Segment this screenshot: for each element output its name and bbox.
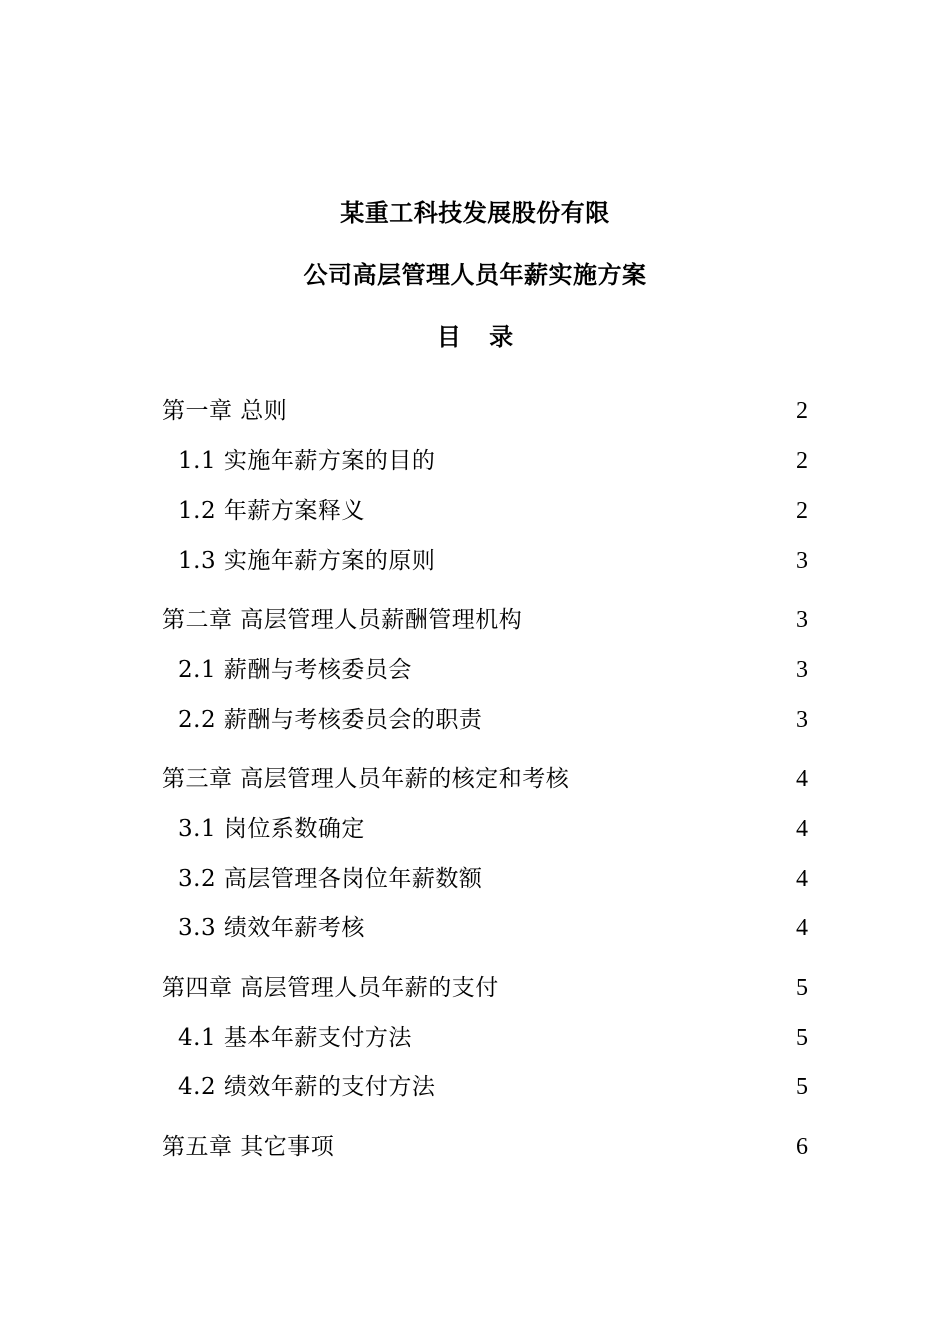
- toc-entry-label: 1.2 年薪方案释义: [178, 498, 365, 524]
- toc-entry-3-1[interactable]: [162, 813, 808, 845]
- toc-entry-page: 4: [796, 866, 808, 892]
- toc-entry-1-3[interactable]: [162, 545, 808, 577]
- toc-entry-4-2[interactable]: [162, 1071, 808, 1103]
- table-of-contents: [162, 0, 808, 1344]
- toc-entry-page: 5: [796, 975, 808, 1001]
- toc-entry-page: 4: [796, 816, 808, 842]
- toc-entry-3-2[interactable]: [162, 863, 808, 895]
- toc-entry-page: 6: [796, 1134, 808, 1160]
- toc-entry-label: 4.2 绩效年薪的支付方法: [178, 1074, 436, 1100]
- toc-entry-label: 2.1 薪酬与考核委员会: [178, 657, 412, 683]
- toc-entry-4-1[interactable]: [162, 1022, 808, 1054]
- toc-entry-1-2[interactable]: [162, 495, 808, 527]
- toc-heading: 目 录: [436, 323, 524, 351]
- toc-entry-label: 第五章 其它事项: [162, 1134, 335, 1160]
- toc-entry-page: 4: [796, 915, 808, 941]
- toc-entry-page: 4: [796, 766, 808, 792]
- toc-entry-label: 2.2 薪酬与考核委员会的职责: [178, 707, 483, 733]
- toc-entry-1-1[interactable]: [162, 445, 808, 477]
- toc-entry-page: 3: [796, 657, 808, 683]
- toc-entry-page: 2: [796, 448, 808, 474]
- document-title-line-2: 公司高层管理人员年薪实施方案: [303, 261, 647, 289]
- toc-entry-page: 5: [796, 1025, 808, 1051]
- toc-entry-3-3[interactable]: [162, 912, 808, 944]
- toc-entry-chapter-4[interactable]: [162, 972, 808, 1004]
- toc-entry-page: 2: [796, 498, 808, 524]
- toc-entry-page: 2: [796, 398, 808, 424]
- toc-entry-label: 第四章 高层管理人员年薪的支付: [162, 975, 499, 1001]
- toc-entry-chapter-3[interactable]: [162, 763, 808, 795]
- toc-entry-chapter-1[interactable]: [162, 395, 808, 427]
- toc-entry-label: 3.1 岗位系数确定: [178, 816, 365, 842]
- toc-entry-chapter-5[interactable]: [162, 1131, 808, 1163]
- toc-entry-label: 第二章 高层管理人员薪酬管理机构: [162, 607, 523, 633]
- toc-entry-page: 3: [796, 548, 808, 574]
- toc-entry-label: 4.1 基本年薪支付方法: [178, 1025, 412, 1051]
- toc-entry-label: 第一章 总则: [162, 398, 288, 424]
- toc-entry-page: 3: [796, 707, 808, 733]
- toc-entry-label: 3.2 高层管理各岗位年薪数额: [178, 866, 483, 892]
- document-title-line-1: 某重工科技发展股份有限: [340, 199, 610, 227]
- toc-entry-chapter-2[interactable]: [162, 604, 808, 636]
- toc-entry-page: 3: [796, 607, 808, 633]
- toc-entry-2-2[interactable]: [162, 704, 808, 736]
- toc-entry-2-1[interactable]: [162, 654, 808, 686]
- toc-entry-page: 5: [796, 1074, 808, 1100]
- toc-entry-label: 1.3 实施年薪方案的原则: [178, 548, 436, 574]
- toc-entry-label: 3.3 绩效年薪考核: [178, 915, 365, 941]
- toc-entry-label: 第三章 高层管理人员年薪的核定和考核: [162, 766, 570, 792]
- toc-entry-label: 1.1 实施年薪方案的目的: [178, 448, 436, 474]
